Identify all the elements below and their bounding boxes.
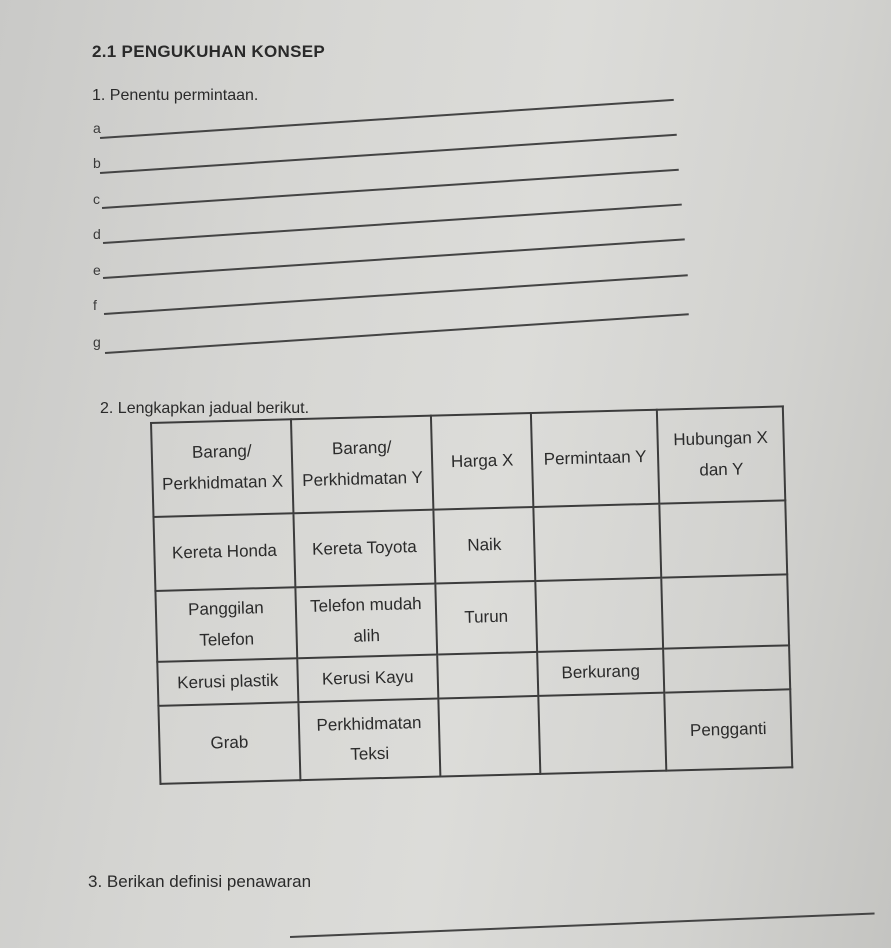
table-cell: Telefon mudah alih xyxy=(295,584,437,659)
section-heading: 2.1 PENGUKUHAN KONSEP xyxy=(92,42,326,61)
table-cell: Naik xyxy=(433,507,535,584)
question-1: 1. Penentu permintaan. xyxy=(92,87,259,104)
table-cell: Turun xyxy=(435,581,537,655)
answer-cell[interactable] xyxy=(663,646,790,693)
answer-cell[interactable] xyxy=(438,696,540,777)
answer-line-q3[interactable] xyxy=(290,913,875,938)
item-label-b: b xyxy=(93,155,101,171)
item-label-c: c xyxy=(93,191,100,207)
answer-cell[interactable] xyxy=(661,574,789,648)
header-cell: Barang/ Perkhidmatan X xyxy=(151,419,293,517)
item-label-a: a xyxy=(93,120,101,136)
answer-cell[interactable] xyxy=(538,693,666,774)
item-label-d: d xyxy=(93,226,101,242)
table-cell: Perkhidmatan Teksi xyxy=(298,699,440,781)
header-cell: Barang/ Perkhidmatan Y xyxy=(291,416,433,514)
item-label-g: g xyxy=(93,334,101,350)
table-cell: Pengganti xyxy=(664,690,792,771)
answer-line-c[interactable] xyxy=(103,204,682,244)
header-cell: Permintaan Y xyxy=(531,410,659,507)
demand-table xyxy=(150,405,793,785)
answer-line-a[interactable] xyxy=(100,134,677,174)
table-cell: Kereta Honda xyxy=(153,513,295,591)
answer-cell[interactable] xyxy=(535,578,663,652)
item-label-f: f xyxy=(93,297,97,313)
header-cell: Harga X xyxy=(431,413,533,510)
table-cell: Kerusi Kayu xyxy=(297,655,438,703)
table-cell: Kereta Toyota xyxy=(293,510,435,588)
item-label-e: e xyxy=(93,262,101,278)
table-cell: Grab xyxy=(158,702,300,784)
table-cell: Panggilan Telefon xyxy=(155,587,297,662)
table-cell: Kerusi plastik xyxy=(157,658,298,706)
answer-cell[interactable] xyxy=(659,500,787,577)
answer-line-e[interactable] xyxy=(104,274,688,314)
question-3: 3. Berikan definisi penawaran xyxy=(88,872,312,891)
table-header-row xyxy=(151,406,785,517)
answer-cell[interactable] xyxy=(533,504,661,581)
table-cell: Berkurang xyxy=(537,649,664,696)
answer-line-f[interactable] xyxy=(105,313,689,353)
question-2: 2. Lengkapkan jadual berikut. xyxy=(100,400,310,417)
answer-line-d[interactable] xyxy=(103,238,685,278)
header-cell: Hubungan X dan Y xyxy=(657,406,785,503)
answer-cell[interactable] xyxy=(437,652,538,699)
answer-line-b[interactable] xyxy=(102,169,679,209)
table-row xyxy=(158,690,792,785)
